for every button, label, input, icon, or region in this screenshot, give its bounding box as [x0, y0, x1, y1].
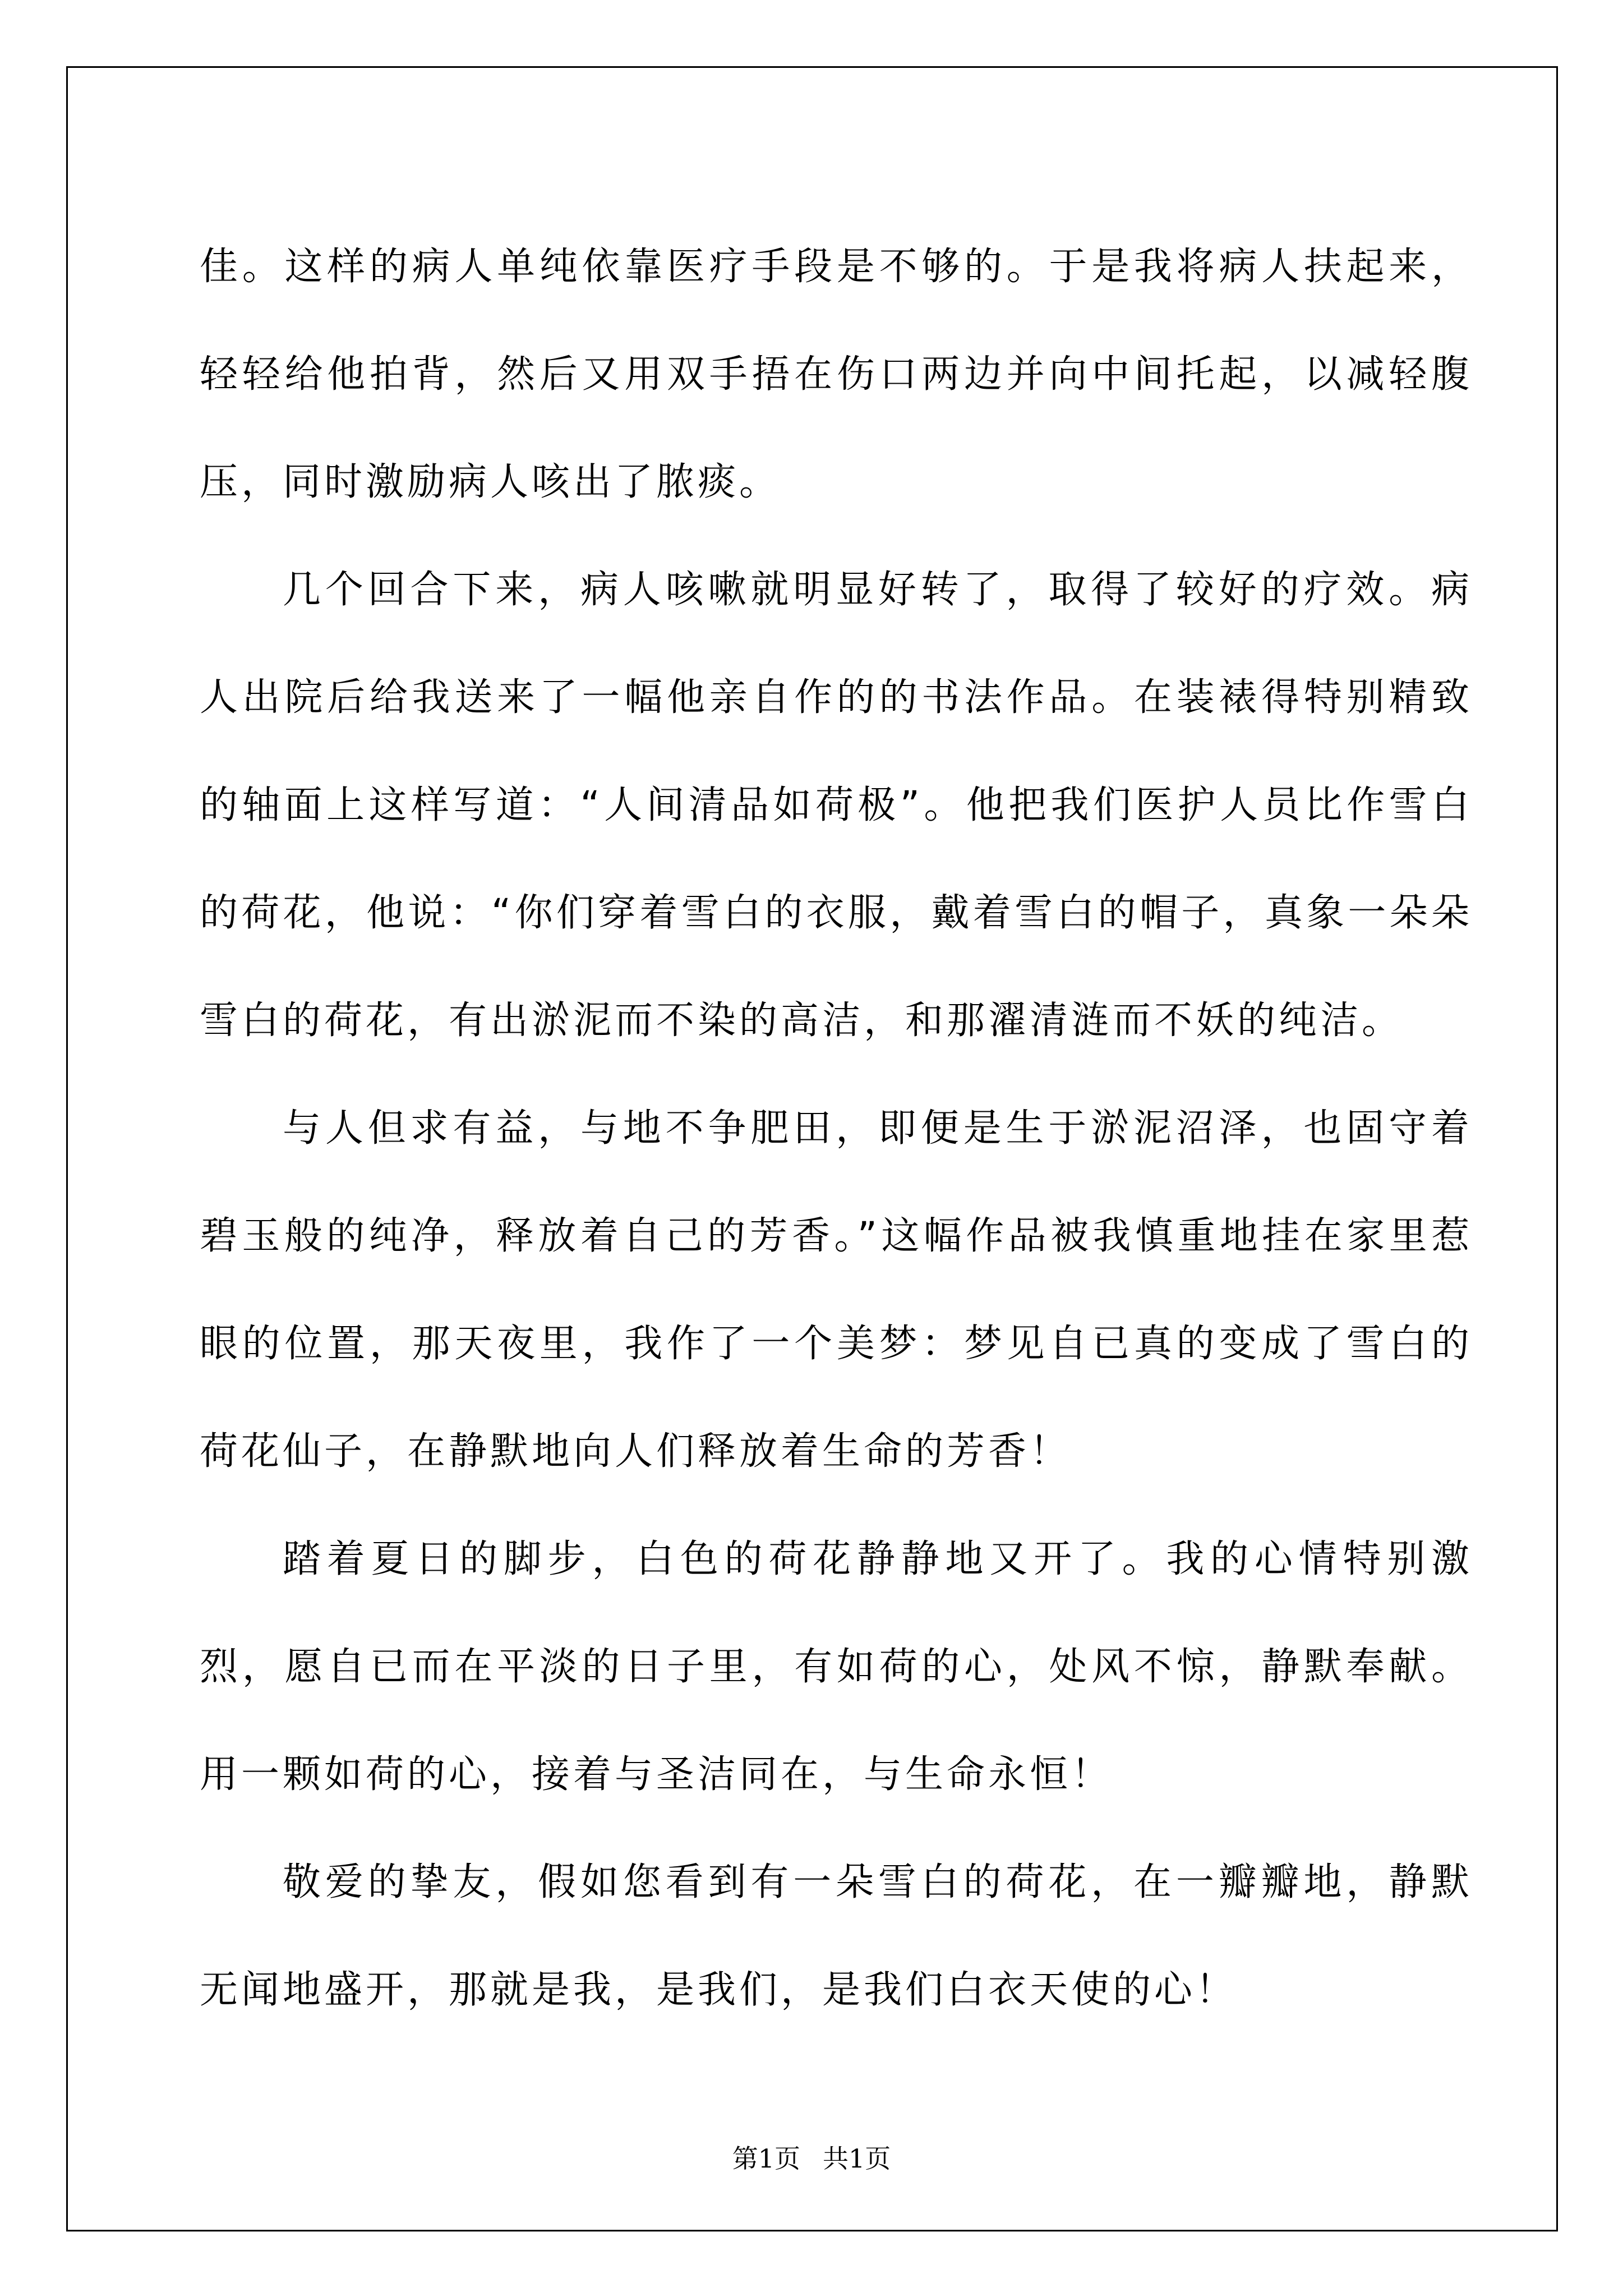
paragraph-1: 佳。这样的病人单纯依靠医疗手段是不够的。于是我将病人扶起来，轻轻给他拍背，然后又用双手捂在伤口两边并向中间托起，以减轻腹压，同时激励病人咳出了脓痰。	[200, 245, 1473, 504]
paragraph-3: 与人但求有益，与地不争肥田，即便是生于淤泥沼泽，也固守着碧玉般的纯净，释放着自己的芳香。”这幅作品被我慎重地挂在家里惹眼的位置，那天夜里，我作了一个美梦：梦见自已真的变成了雪白的荷花仙子，在静默地向人们释放着生命的芳香！	[200, 1106, 1473, 1474]
paragraph-5: 敬爱的挚友，假如您看到有一朵雪白的荷花，在一瓣瓣地，静默无闻地盛开，那就是我，是我们，是我们白衣天使的心！	[200, 1860, 1473, 2012]
paragraph-2: 几个回合下来，病人咳嗽就明显好转了，取得了较好的疗效。病人出院后给我送来了一幅他亲自作的的书法作品。在装裱得特别精致的轴面上这样写道：“人间清品如荷极”。他把我们医护人员比作雪白的荷花，他说：“你们穿着雪白的衣服，戴着雪白的帽子，真象一朵朵雪白的荷花，有出淤泥而不染的高洁，和那濯清涟而不妖的纯洁。	[200, 568, 1473, 1043]
page-number: 第1页	[732, 2143, 800, 2174]
page-footer	[0, 2142, 1623, 2175]
document-body	[200, 213, 1473, 2044]
paragraph-4: 踏着夏日的脚步，白色的荷花静静地又开了。我的心情特别激烈，愿自已而在平淡的日子里，有如荷的心，处风不惊，静默奉献。用一颗如荷的心，接着与圣洁同在，与生命永恒！	[200, 1537, 1473, 1797]
page-total: 共1页	[823, 2143, 891, 2174]
